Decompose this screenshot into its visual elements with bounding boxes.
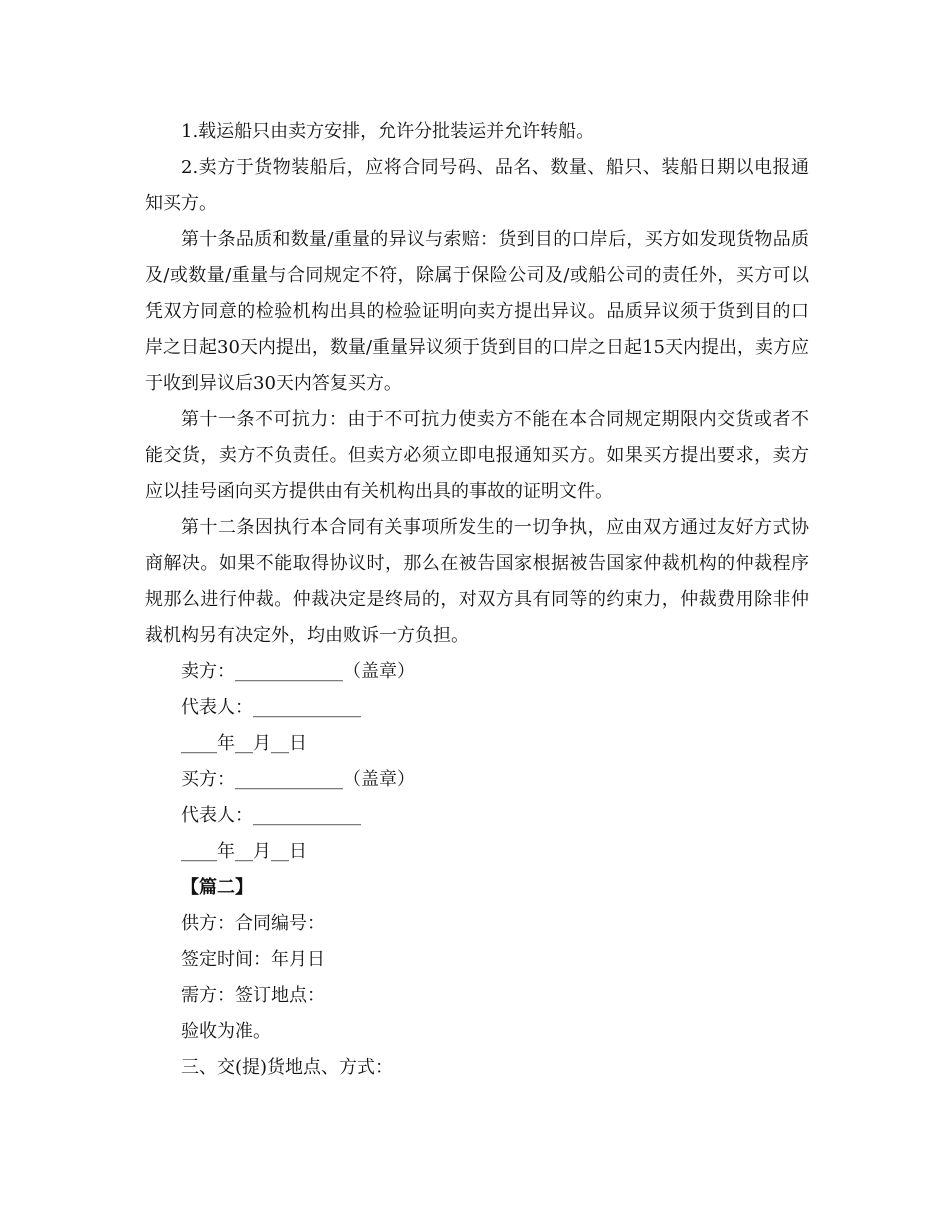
- document-body: [145, 114, 809, 1086]
- buyer-representative-line: 代表人：____________: [181, 805, 361, 826]
- seller-signature-line: 卖方：____________（盖章）: [181, 661, 415, 682]
- clause-eleven-force-majeure: 第十一条不可抗力：由于不可抗力使卖方不能在本合同规定期限内交货或者不能交货，卖方不负责任。但卖方必须立即电报通知买方。如果买方提出要求，卖方应以挂号函向买方提供由有关机构出具的事故的证明文件。: [145, 409, 809, 502]
- delivery-location-line: 三、交(提)货地点、方式：: [181, 1057, 394, 1078]
- clause-ten-claims: 第十条品质和数量/重量的异议与索赔：货到目的口岸后，买方如发现货物品质及/或数量/重量与合同规定不符，除属于保险公司及/或船公司的责任外，买方可以凭双方同意的检验机构出具的检验证明向卖方提出异议。品质异议须于货到目的口岸之日起30天内提出，数量/重量异议须于货到目的口岸之日起15天内提出，卖方应于收到异议后30天内答复买方。: [145, 229, 809, 394]
- signature-block: [145, 654, 809, 870]
- supplier-line: 供方：合同编号：: [181, 913, 325, 934]
- clause-shipping-notice: 2.卖方于货物装船后，应将合同号码、品名、数量、船只、装船日期以电报通知买方。: [145, 157, 809, 214]
- clause-shipping-arrangement: 1.载运船只由卖方安排，允许分批装运并允许转船。: [181, 121, 595, 142]
- buyer-date-line: ____年__月__日: [181, 841, 307, 862]
- acceptance-line: 验收为准。: [181, 1021, 271, 1042]
- section-two-heading: 【篇二】: [181, 877, 253, 898]
- clause-twelve-arbitration: 第十二条因执行本合同有关事项所发生的一切争执，应由双方通过友好方式协商解决。如果不能取得协议时，那么在被告国家根据被告国家仲裁机构的仲裁程序规那么进行仲裁。仲裁决定是终局的，对双方具有同等的约束力，仲裁费用除非仲裁机构另有决定外，均由败诉一方负担。: [145, 517, 809, 646]
- signing-time-line: 签定时间：年月日: [181, 949, 325, 970]
- seller-date-line: ____年__月__日: [181, 733, 307, 754]
- seller-representative-line: 代表人：____________: [181, 697, 361, 718]
- demander-line: 需方：签订地点：: [181, 985, 325, 1006]
- section-two: [145, 870, 809, 1086]
- buyer-signature-line: 买方：____________（盖章）: [181, 769, 415, 790]
